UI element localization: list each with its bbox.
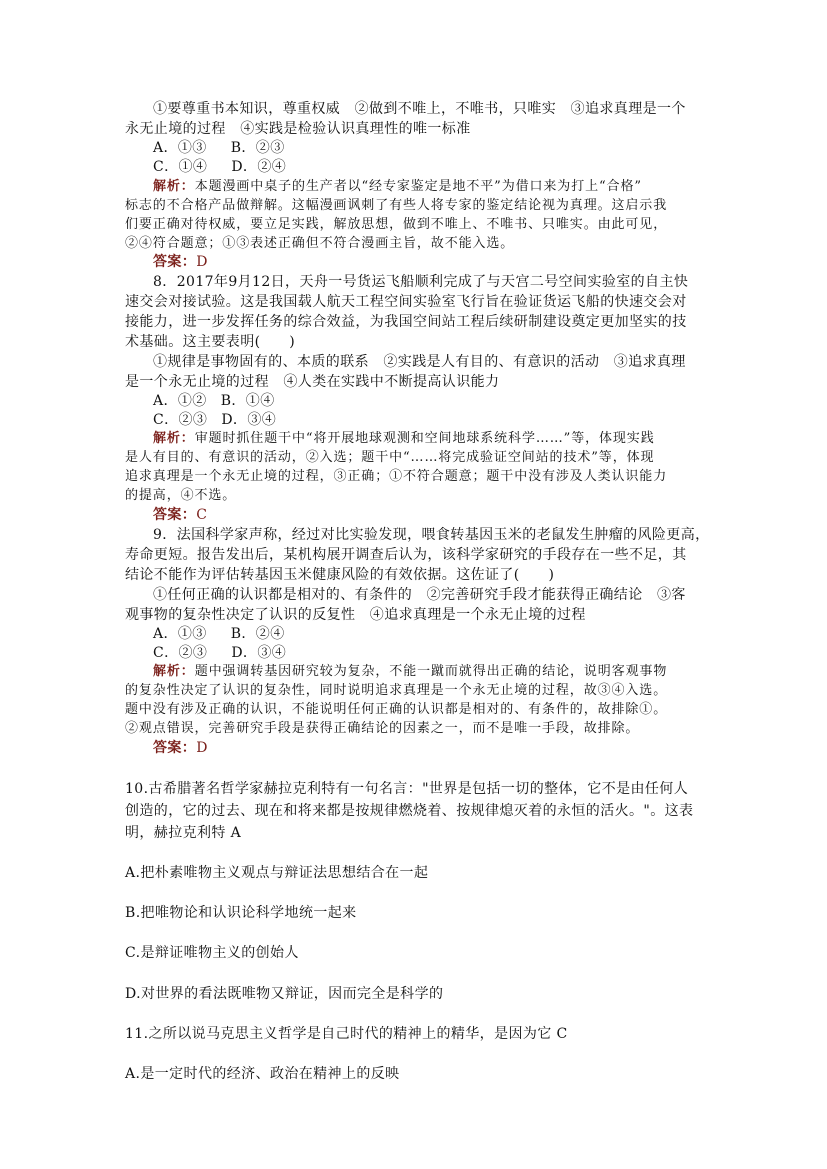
analysis-label: 解析： — [153, 179, 195, 194]
q9-analysis — [153, 662, 667, 682]
q8-options-line: ①规律是事物固有的、本质的联系 ②实践是人有目的、有意识的活动 ③追求真理 — [153, 354, 686, 370]
q9-choice-c: C．②③ — [153, 645, 208, 661]
q9-choices-row — [153, 624, 285, 644]
q8-choice-c: C．②③ — [153, 412, 208, 428]
q9-choice-d: D．③④ — [231, 645, 287, 661]
q7-choice-b: B．②③ — [230, 140, 285, 156]
q7-choice-c: C．①④ — [153, 159, 208, 175]
q7-choices-row — [153, 157, 286, 177]
q7-analysis-text: 标志的不合格产品做辩解。这幅漫画讽刺了有些人将专家的鉴定结论视为真理。这启示我 — [125, 198, 668, 213]
answer-label: 答案： — [153, 507, 197, 523]
q9-analysis-text: ②观点错误，完善研究手段是获得正确结论的因素之一，而不是唯一手段，故排除。 — [125, 721, 640, 736]
analysis-label: 解析： — [153, 664, 195, 679]
q8-stem: 接能力，进一步发挥任务的综合效益，为我国空间站工程后续研制建设奠定更加坚实的技 — [125, 314, 687, 330]
q9-stem: 寿命更短。报告发出后，某机构展开调查后认为，该科学家研究的手段存在一些不足，其 — [125, 547, 687, 563]
q10-stem: 10.古希腊著名哲学家赫拉克利特有一句名言："世界是包括一切的整体，它不是由任何人 — [125, 781, 689, 797]
q7-analysis — [153, 177, 642, 197]
q7-analysis-text: 本题漫画中桌子的生产者以“经专家鉴定是地不平”为借口来为打上“合格” — [194, 179, 642, 194]
q8-analysis-text: 是人有目的、有意识的活动，②入选；题干中“……将完成验证空间站的技术”等，体现 — [125, 450, 655, 465]
answer-label: 答案： — [153, 740, 197, 756]
q9-options-line: 观事物的复杂性决定了认识的反复性 ④追求真理是一个永无止境的过程 — [125, 607, 586, 623]
q11-stem: 11.之所以说马克思主义哲学是自己时代的精神上的精华，是因为它 C — [125, 1026, 568, 1042]
q10-option-d: D.对世界的看法既唯物又辩证，因而完全是科学的 — [125, 986, 444, 1002]
q7-answer — [153, 252, 208, 272]
q8-answer — [153, 505, 207, 525]
q7-answer-value: D — [196, 254, 208, 270]
q8-choices-row — [153, 391, 275, 411]
q8-analysis-text: 的提高，④不选。 — [125, 488, 237, 503]
q9-options-line: ①任何正确的认识都是相对的、有条件的 ②完善研究手段才能获得正确结论 ③客 — [153, 587, 686, 603]
q8-stem: 术基础。这主要表明( ) — [125, 334, 296, 350]
q10-option-b: B.把唯物论和认识论科学地统一起来 — [125, 905, 357, 921]
q7-choice-d: D．②④ — [231, 159, 287, 175]
q8-choices-row — [153, 410, 276, 430]
q8-analysis-text: 追求真理是一个永无止境的过程，③正确；①不符合题意；题干中没有涉及人类认识能力 — [125, 469, 668, 484]
q8-choice-b: B．①④ — [220, 393, 275, 409]
q9-choice-b: B．②④ — [230, 626, 285, 642]
q9-answer-value: D — [196, 740, 208, 756]
q9-analysis-text: 题中强调转基因研究较为复杂，不能一蹴而就得出正确的结论，说明客观事物 — [194, 664, 668, 679]
q8-analysis-text: 审题时抓住题干中“将开展地球观测和空间地球系统科学……”等，体现实践 — [194, 431, 655, 446]
q10-option-a: A.把朴素唯物主义观点与辩证法思想结合在一起 — [125, 865, 429, 881]
q9-analysis-text: 题中没有涉及正确的认识，不能说明任何正确的认识都是相对的、有条件的，故排除①。 — [125, 702, 668, 717]
q9-stem: 9．法国科学家声称，经过对比实验发现，喂食转基因玉米的老鼠发生肿瘤的风险更高， — [153, 527, 710, 543]
q9-answer — [153, 738, 208, 758]
q8-options-line: 是一个永无止境的过程 ④人类在实践中不断提高认识能力 — [125, 374, 500, 390]
q8-stem: 8．2017年9月12日，天舟一号货运飞船顺利完成了与天宫二号空间实验室的自主快 — [153, 274, 689, 290]
q9-choices-row — [153, 643, 286, 663]
q7-choices-row — [153, 138, 285, 158]
q10-stem: 创造的，它的过去、现在和将来都是按规律燃烧着、按规律熄灭着的永恒的活火。"。这表 — [125, 803, 694, 819]
q8-choice-a: A．①② — [153, 393, 207, 409]
analysis-label: 解析： — [153, 431, 195, 446]
q9-analysis-text: 的复杂性决定了认识的复杂性，同时说明追求真理是一个永无止境的过程，故③④入选。 — [125, 683, 668, 698]
q10-option-c: C.是辩证唯物主义的创始人 — [125, 945, 299, 961]
q8-stem: 速交会对接试验。这是我国载人航天工程空间实验室飞行旨在验证货运飞船的快速交会对 — [125, 294, 687, 310]
q7-choice-a: A．①③ — [153, 140, 207, 156]
answer-label: 答案： — [153, 254, 197, 270]
q8-analysis — [153, 429, 655, 449]
q9-choice-a: A．①③ — [153, 626, 207, 642]
q8-choice-d: D．③④ — [221, 412, 277, 428]
q7-analysis-text: ②④符合题意；①③表述正确但不符合漫画主旨，故不能入选。 — [125, 236, 515, 251]
q8-answer-value: C — [196, 507, 208, 523]
q7-analysis-text: 们要正确对待权威，要立足实践，解放思想，做到不唯上、不唯书、只唯实。由此可见， — [125, 217, 668, 232]
q7-options-line: ①要尊重书本知识，尊重权威 ②做到不唯上，不唯书，只唯实 ③追求真理是一个 — [153, 101, 686, 117]
q10-stem: 明，赫拉克利特 A — [125, 825, 242, 841]
q11-option-a: A.是一定时代的经济、政治在精神上的反映 — [125, 1066, 400, 1082]
q9-stem: 结论不能作为评估转基因玉米健康风险的有效依据。这佐证了( ) — [125, 567, 555, 583]
q7-options-line: 永无止境的过程 ④实践是检验认识真理性的唯一标准 — [125, 121, 471, 137]
